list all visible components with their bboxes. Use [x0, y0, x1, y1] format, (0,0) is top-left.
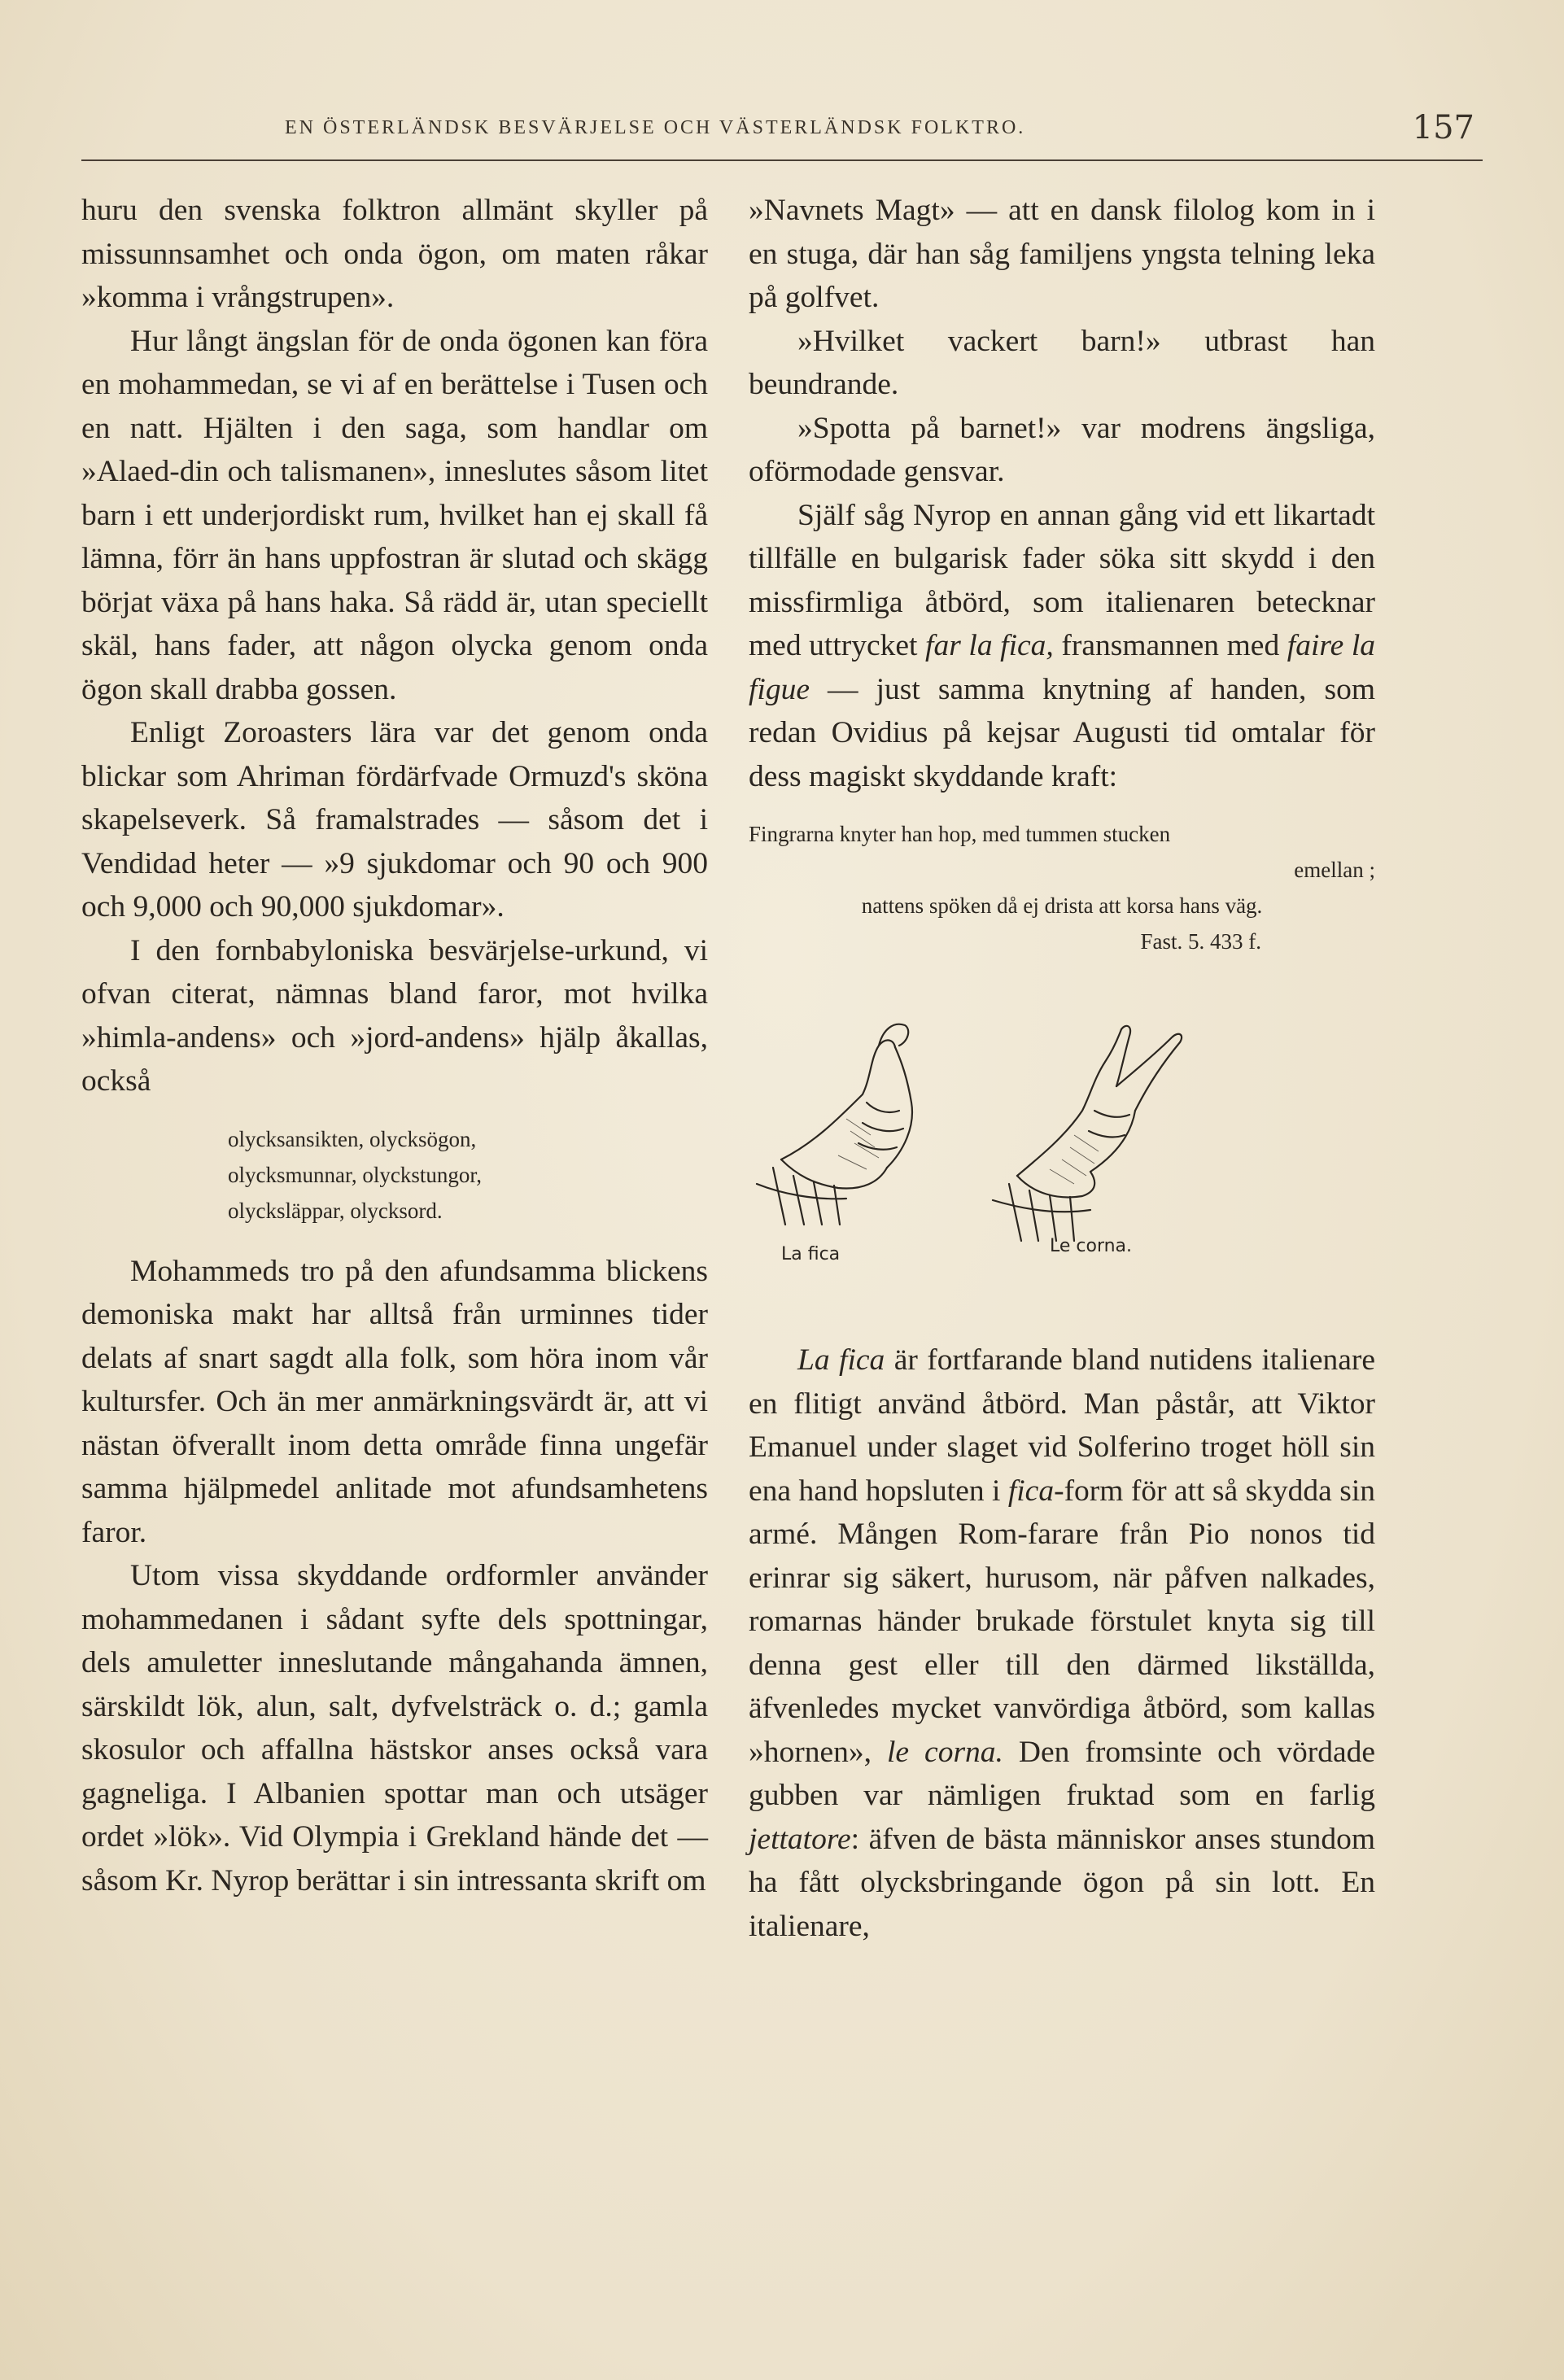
- italic-term: La fica: [797, 1343, 885, 1377]
- italic-term: fica: [1007, 1474, 1055, 1508]
- text-run: -form för att så skydda sin armé. Mången Rom-farare från Pio nonos tid erinrar sig säkert, hurusom, när påfven nalkades, romarnas händer brukade förstulet knyta sig till denna gest eller till den därmed likställda, äfvenledes mycket vanvördiga åtbörd, som kallas »hornen»,: [749, 1474, 1375, 1769]
- italic-term: le corna.: [887, 1735, 1003, 1769]
- italic-term: far la fica,: [925, 629, 1054, 662]
- text-run: Den fromsinte och vördade gubben var nämligen fruktad som en farlig: [749, 1735, 1375, 1812]
- right-column: [749, 189, 1375, 1948]
- page-number: 157: [1412, 109, 1474, 146]
- figure-label-corna: Le corna.: [1050, 1236, 1133, 1256]
- paragraph: Enligt Zoroasters lära var det genom onda blickar som Ahriman fördärfvade Ormuzd's sköna skapelseverk. Så framalstrades — såsom det i Vendidad heter — »9 sjukdomar och 90 och 900 och 9,000 och 90,000 sjukdomar».: [81, 716, 708, 924]
- verse-line: olycksläppar, olycksord.: [228, 1198, 443, 1223]
- paragraph: huru den svenska folktron allmänt skyller på missunnsamhet och onda ögon, om maten råkar »komma i vrångstrupen».: [81, 194, 708, 314]
- text-run: fransmannen med: [1053, 629, 1287, 662]
- ovid-quote: [749, 816, 1375, 959]
- paragraph: Mohammeds tro på den afundsamma blickens demoniska makt har alltså från urminnes tider delats af snart sagdt alla folk, som höra inom vår kultursfer. Och än mer anmärkningsvärdt är, att vi nästan öfverallt inom detta område finna ungefär samma hjälpmedel anlitade mot afundsamhetens faror.: [81, 1254, 708, 1549]
- paragraph: Hur långt ängslan för de onda ögonen kan föra en mohammedan, se vi af en berättelse i Tusen och en natt. Hjälten i den saga, som handlar om »Alaed-din och talismanen», inneslutes såsom litet barn i ett underjordiskt rum, hvilket han ej skall få lämna, förr än hans uppfostran är slutad och skägg börjat växa på hans haka. Så rädd är, utan speciellt skäl, hans fader, att någon olycka genom onda ögon skall drabba gossen.: [81, 324, 708, 706]
- paragraph: »Hvilket vackert barn!» utbrast han beundrande.: [749, 324, 1375, 401]
- hand-gestures-illustration: [749, 980, 1375, 1338]
- paragraph: »Navnets Magt» — att en dansk filolog kom in i en stuga, där han såg familjens yngsta telning leka på golfvet.: [749, 194, 1375, 314]
- verse-line: emellan ;: [1294, 858, 1375, 882]
- paragraph: Utom vissa skyddande ordformler använder mohammedanen i sådant syfte dels spottningar, dels amuletter inneslutande mångahanda ämnen, särskildt lök, alun, salt, dyfvelsträck o. d.; gamla skosulor och affallna hästskor anses också vara gagneliga. I Albanien spottar man och utsäger ordet »lök». Vid Olympia i Grekland hände det — såsom Kr. Nyrop berättar i sin intressanta skrift om: [81, 1559, 708, 1897]
- paragraph: »Spotta på barnet!» var modrens ängsliga, oförmodade gensvar.: [749, 411, 1375, 488]
- italic-term: jettatore: [749, 1822, 851, 1856]
- verse-line: nattens spöken då ej drista att korsa hans väg.: [861, 893, 1263, 918]
- verse-line: Fingrarna knyter han hop, med tummen stucken: [749, 822, 1171, 846]
- verse-line: olycksansikten, olycksögon,: [228, 1126, 477, 1151]
- paragraph: [749, 494, 1375, 799]
- verse-source: Fast. 5. 433 f.: [1140, 929, 1261, 954]
- italic-term: faire la figue: [749, 629, 1375, 706]
- verse-line: olycksmunnar, olyckstungor,: [228, 1162, 483, 1187]
- running-title: EN ÖSTERLÄNDSK BESVÄRJELSE OCH VÄSTERLÄNDSK FOLKTRO.: [285, 117, 1026, 138]
- text-run: : äfven de bästa människor anses stundom ha fått olycksbringande ögon på sin lott. En italienare,: [749, 1822, 1375, 1943]
- text-run: är fortfarande bland nutidens italienare en flitigt använd åtbörd. Man påstår, att Viktor Emanuel under slaget vid Solferino troget höll sin ena hand hopsluten i: [749, 1343, 1375, 1508]
- running-header: [81, 106, 1483, 155]
- header-rule: [81, 159, 1483, 161]
- text-run: Själf såg Nyrop en annan gång vid ett likartadt tillfälle en bulgarisk fader söka sitt skydd i den missfirmliga åtbörd, som italienaren betecknar med uttrycket: [749, 498, 1375, 662]
- text-run: — just samma knytning af handen, som redan Ovidius på kejsar Augusti tid omtalar för dess magiskt skyddande kraft:: [749, 672, 1375, 793]
- verse-quote: [81, 1121, 708, 1229]
- hand-drawing: [749, 980, 1375, 1338]
- figure-label-fica: La fica: [781, 1244, 841, 1264]
- paragraph: [749, 1338, 1375, 1948]
- paragraph: I den fornbabyloniska besvärjelse-urkund, vi ofvan citerat, nämnas bland faror, mot hvilka »himla-andens» och »jord-andens» hjälp åkallas, också: [81, 933, 708, 1098]
- left-column: [81, 189, 708, 1902]
